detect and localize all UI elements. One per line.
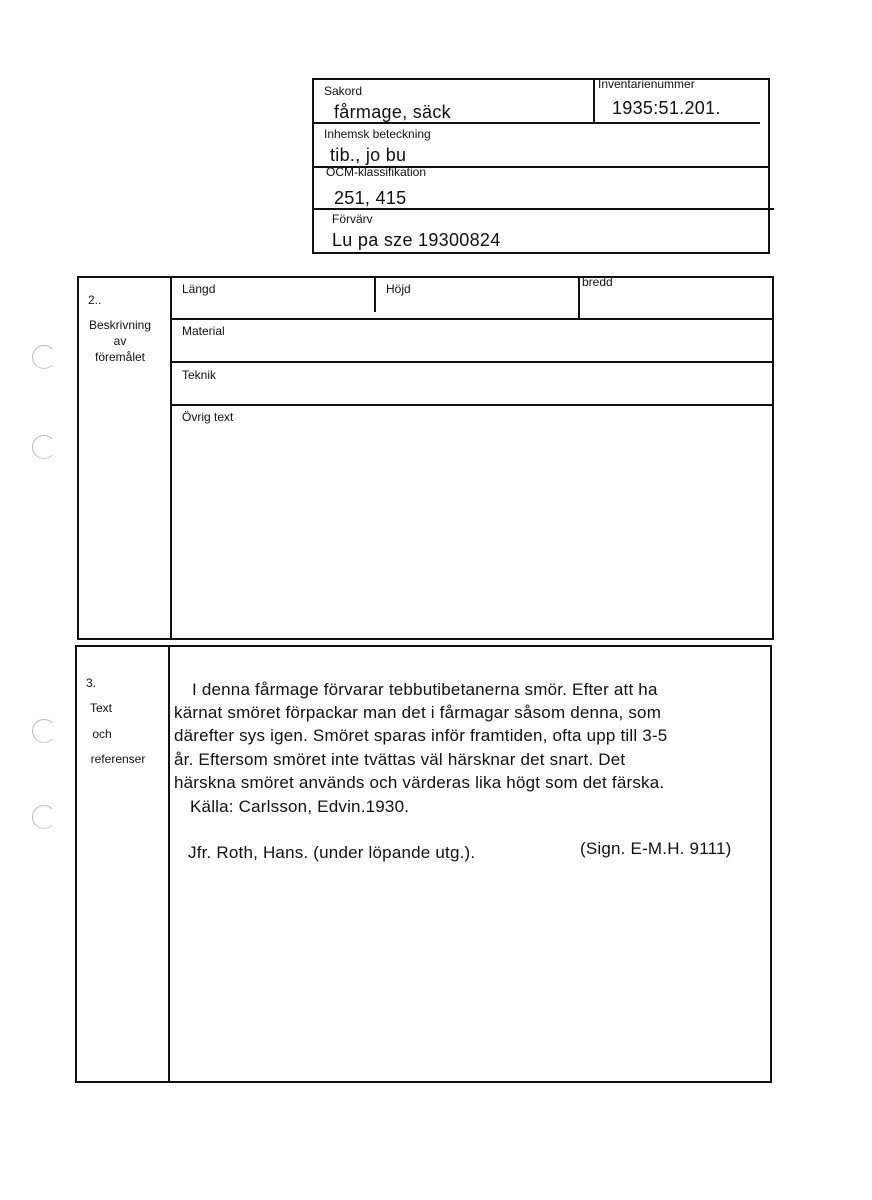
section2-side-label-2: av [113, 334, 127, 348]
section2-side-label-1: Beskrivning [88, 318, 152, 332]
text-line-3: därefter sys igen. Smöret sparas inför framtiden, ofta upp till 3-5 [174, 726, 668, 745]
ocm-label: OCM-klassifikation [326, 165, 427, 179]
material-label: Material [182, 324, 225, 338]
section2-rule-1 [170, 318, 774, 320]
text-line-2: kärnat smöret förpackar man det i fårmagar såsom denna, som [174, 703, 662, 722]
bredd-label: bredd [582, 275, 613, 289]
inventarienummer-value: 1935:51.201. [612, 98, 721, 118]
section2-number: 2.. [88, 293, 102, 307]
text-line-6: Källa: Carlsson, Edvin.1930. [190, 797, 410, 816]
section3-side-divider [168, 645, 170, 1083]
binder-hole-1 [32, 345, 56, 369]
header-rule-1 [312, 122, 760, 124]
binder-hole-2 [32, 435, 56, 459]
header-divider-vertical [593, 78, 595, 124]
section2-rule-2 [170, 361, 774, 363]
text-line-5: härskna smöret används och värderas lika högt som det färska. [174, 773, 665, 792]
section2-hojd-divider [578, 276, 580, 320]
binder-hole-4 [32, 805, 56, 829]
sakord-label: Sakord [324, 84, 363, 98]
reference-text: Jfr. Roth, Hans. (under löpande utg.). [188, 843, 476, 862]
forvarv-value: Lu pa sze 19300824 [332, 230, 501, 250]
section3-side-label-2: och [92, 727, 112, 741]
hojd-label: Höjd [386, 282, 411, 296]
inventarienummer-label: Inventarienummer [598, 77, 695, 91]
inhemsk-label: Inhemsk beteckning [324, 127, 431, 141]
section2-langd-divider [374, 276, 376, 312]
langd-label: Längd [182, 282, 216, 296]
ovrig-text-label: Övrig text [182, 410, 234, 424]
forvarv-label: Förvärv [332, 212, 373, 226]
teknik-label: Teknik [182, 368, 217, 382]
sakord-value: fårmage, säck [334, 102, 451, 122]
section2-side-label-3: föremålet [94, 350, 146, 364]
binder-hole-3 [32, 719, 56, 743]
signature-text: (Sign. E-M.H. 9111) [580, 839, 732, 858]
ocm-value: 251, 415 [334, 188, 407, 208]
header-rule-3 [312, 208, 774, 210]
text-line-1: I denna fårmage förvarar tebbutibetanerna smör. Efter att ha [192, 680, 658, 699]
section3-side-label-3: referenser [90, 752, 146, 766]
section2-side-divider [170, 276, 172, 640]
inhemsk-value: tib., jo bu [330, 145, 407, 165]
section3-number: 3. [86, 676, 97, 690]
section2-rule-3 [170, 404, 774, 406]
text-line-4: år. Eftersom smöret inte tvättas väl härsknar det snart. Det [174, 750, 626, 769]
section3-side-label-1: Text [89, 701, 112, 715]
